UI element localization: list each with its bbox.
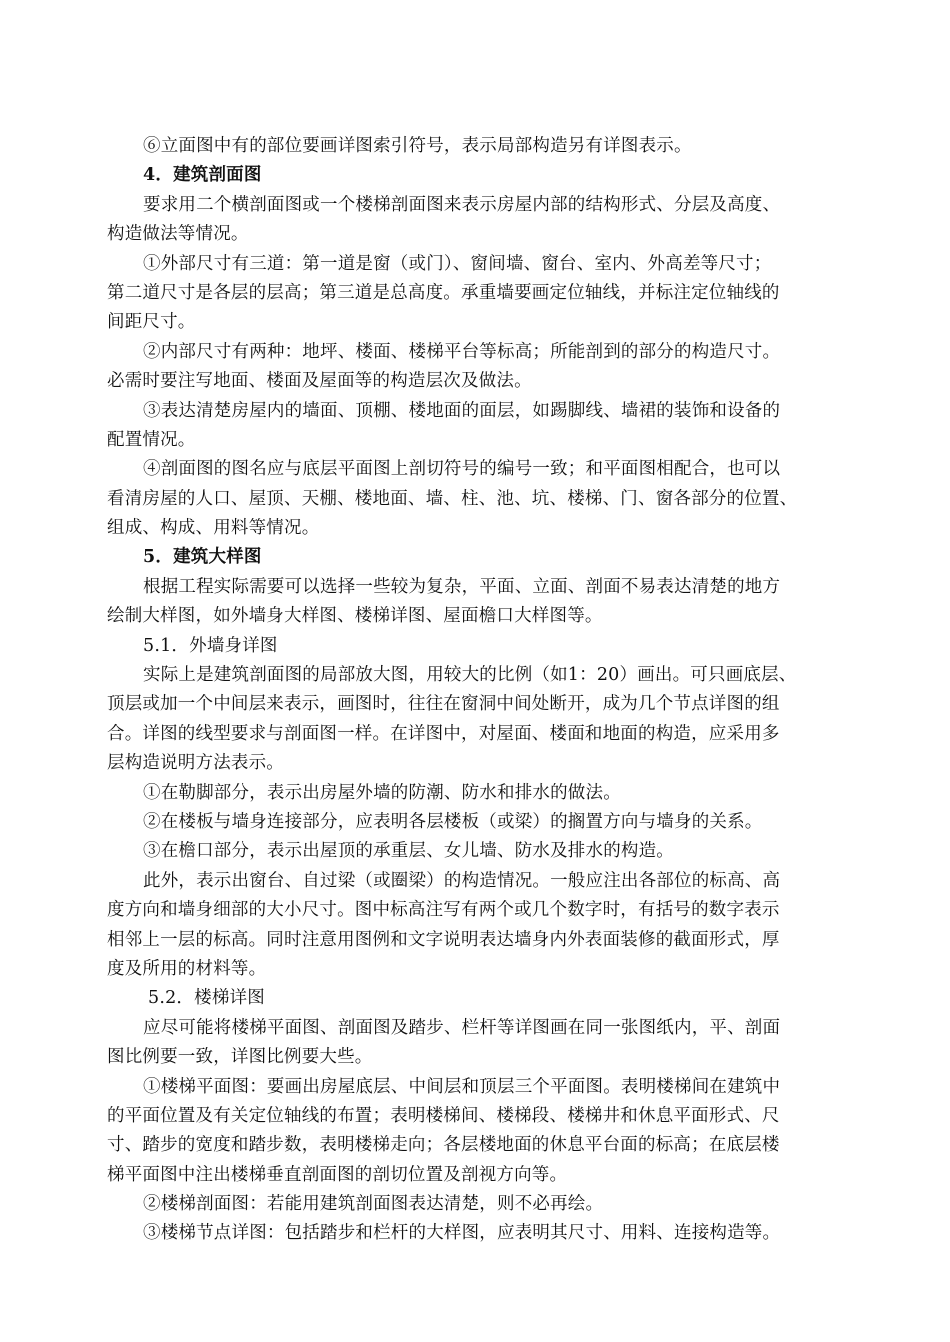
paragraph-continuation-line: 的平面位置及有关定位轴线的布置；表明楼梯间、楼梯段、楼梯井和休息平面形式、尺 xyxy=(107,1105,780,1126)
paragraph-first-line: ③表达清楚房屋内的墙面、顶棚、楼地面的面层，如踢脚线、墙裙的装饰和设备的 xyxy=(143,400,781,421)
paragraph-continuation-line: 图比例要一致，详图比例要大些。 xyxy=(107,1047,373,1068)
paragraph-first-line: ⑥立面图中有的部位要画详图索引符号，表示局部构造另有详图表示。 xyxy=(143,136,692,156)
section-heading: 4．建筑剖面图 xyxy=(143,165,262,186)
paragraph-continuation-line: 度方向和墙身细部的大小尺寸。图中标高注写有两个或几个数字时，有括号的数字表示 xyxy=(107,900,780,921)
paragraph-first-line: ③在檐口部分，表示出屋顶的承重层、女儿墙、防水及排水的构造。 xyxy=(143,841,674,862)
paragraph-continuation-line: 配置情况。 xyxy=(107,429,196,450)
paragraph-first-line: 要求用二个横剖面图或一个楼梯剖面图来表示房屋内部的结构形式、分层及高度、 xyxy=(143,194,781,215)
paragraph-first-line: ④剖面图的图名应与底层平面图上剖切符号的编号一致；和平面图相配合，也可以 xyxy=(143,459,781,480)
paragraph-first-line: ②在楼板与墙身连接部分，应表明各层楼板（或梁）的搁置方向与墙身的关系。 xyxy=(143,811,763,832)
paragraph-continuation-line: 构造做法等情况。 xyxy=(107,224,249,245)
paragraph-continuation-line: 合。详图的线型要求与剖面图一样。在详图中，对屋面、楼面和地面的构造，应采用多 xyxy=(107,723,780,744)
paragraph-continuation-line: 必需时要注写地面、楼面及屋面等的构造层次及做法。 xyxy=(107,371,532,392)
paragraph-continuation-line: 相邻上一层的标高。同时注意用图例和文字说明表达墙身内外表面装修的截面形式，厚 xyxy=(107,929,780,950)
paragraph-continuation-line: 度及所用的材料等。 xyxy=(107,958,267,979)
paragraph-continuation-line: 梯平面图中注出楼梯垂直剖面图的剖切位置及剖视方向等。 xyxy=(107,1164,568,1185)
paragraph-continuation-line: 组成、构成、用料等情况。 xyxy=(107,518,320,539)
paragraph-continuation-line: 绘制大样图，如外墙身大样图、楼梯详图、屋面檐口大样图等。 xyxy=(107,606,603,627)
paragraph-continuation-line: 第二道尺寸是各层的层高；第三道是总高度。承重墙要画定位轴线，并标注定位轴线的 xyxy=(107,282,780,303)
paragraph-first-line: ①楼梯平面图：要画出房屋底层、中间层和顶层三个平面图。表明楼梯间在建筑中 xyxy=(143,1076,781,1097)
paragraph-first-line: 根据工程实际需要可以选择一些较为复杂，平面、立面、剖面不易表达清楚的地方 xyxy=(143,576,781,597)
paragraph-first-line: 5.1．外墙身详图 xyxy=(143,635,278,656)
paragraph-continuation-line: 看清房屋的人口、屋顶、天棚、楼地面、墙、柱、池、坑、楼梯、门、窗各部分的位置、 xyxy=(107,488,798,509)
paragraph-first-line: ②楼梯剖面图：若能用建筑剖面图表达清楚，则不必再绘。 xyxy=(143,1194,604,1215)
subsection-heading: 5.2．楼梯详图 xyxy=(148,988,265,1009)
section-heading: 5．建筑大样图 xyxy=(143,547,262,568)
paragraph-first-line: 实际上是建筑剖面图的局部放大图，用较大的比例（如1：20）画出。可只画底层、 xyxy=(143,665,797,686)
paragraph-continuation-line: 寸、踏步的宽度和踏步数，表明楼梯走向；各层楼地面的休息平台面的标高；在底层楼 xyxy=(107,1135,780,1156)
paragraph-first-line: ③楼梯节点详图：包括踏步和栏杆的大样图，应表明其尺寸、用料、连接构造等。 xyxy=(143,1223,781,1244)
paragraph-continuation-line: 顶层或加一个中间层来表示，画图时，往往在窗洞中间处断开，成为几个节点详图的组 xyxy=(107,694,780,715)
document-body xyxy=(107,132,863,1249)
paragraph-first-line: ①在勒脚部分，表示出房屋外墙的防潮、防水和排水的做法。 xyxy=(143,782,621,803)
paragraph-continuation-line: 层构造说明方法表示。 xyxy=(107,753,284,774)
paragraph-first-line: ②内部尺寸有两种：地坪、楼面、楼梯平台等标高；所能剖到的部分的构造尺寸。 xyxy=(143,341,781,362)
paragraph-continuation-line: 间距尺寸。 xyxy=(107,312,196,333)
paragraph-first-line: 应尽可能将楼梯平面图、剖面图及踏步、栏杆等详图画在同一张图纸内，平、剖面 xyxy=(143,1017,781,1038)
paragraph-first-line: ①外部尺寸有三道：第一道是窗（或门）、窗间墙、窗台、室内、外高差等尺寸； xyxy=(143,253,772,274)
paragraph-first-line: 此外，表示出窗台、自过梁（或圈梁）的构造情况。一般应注出各部位的标高、高 xyxy=(143,870,781,891)
